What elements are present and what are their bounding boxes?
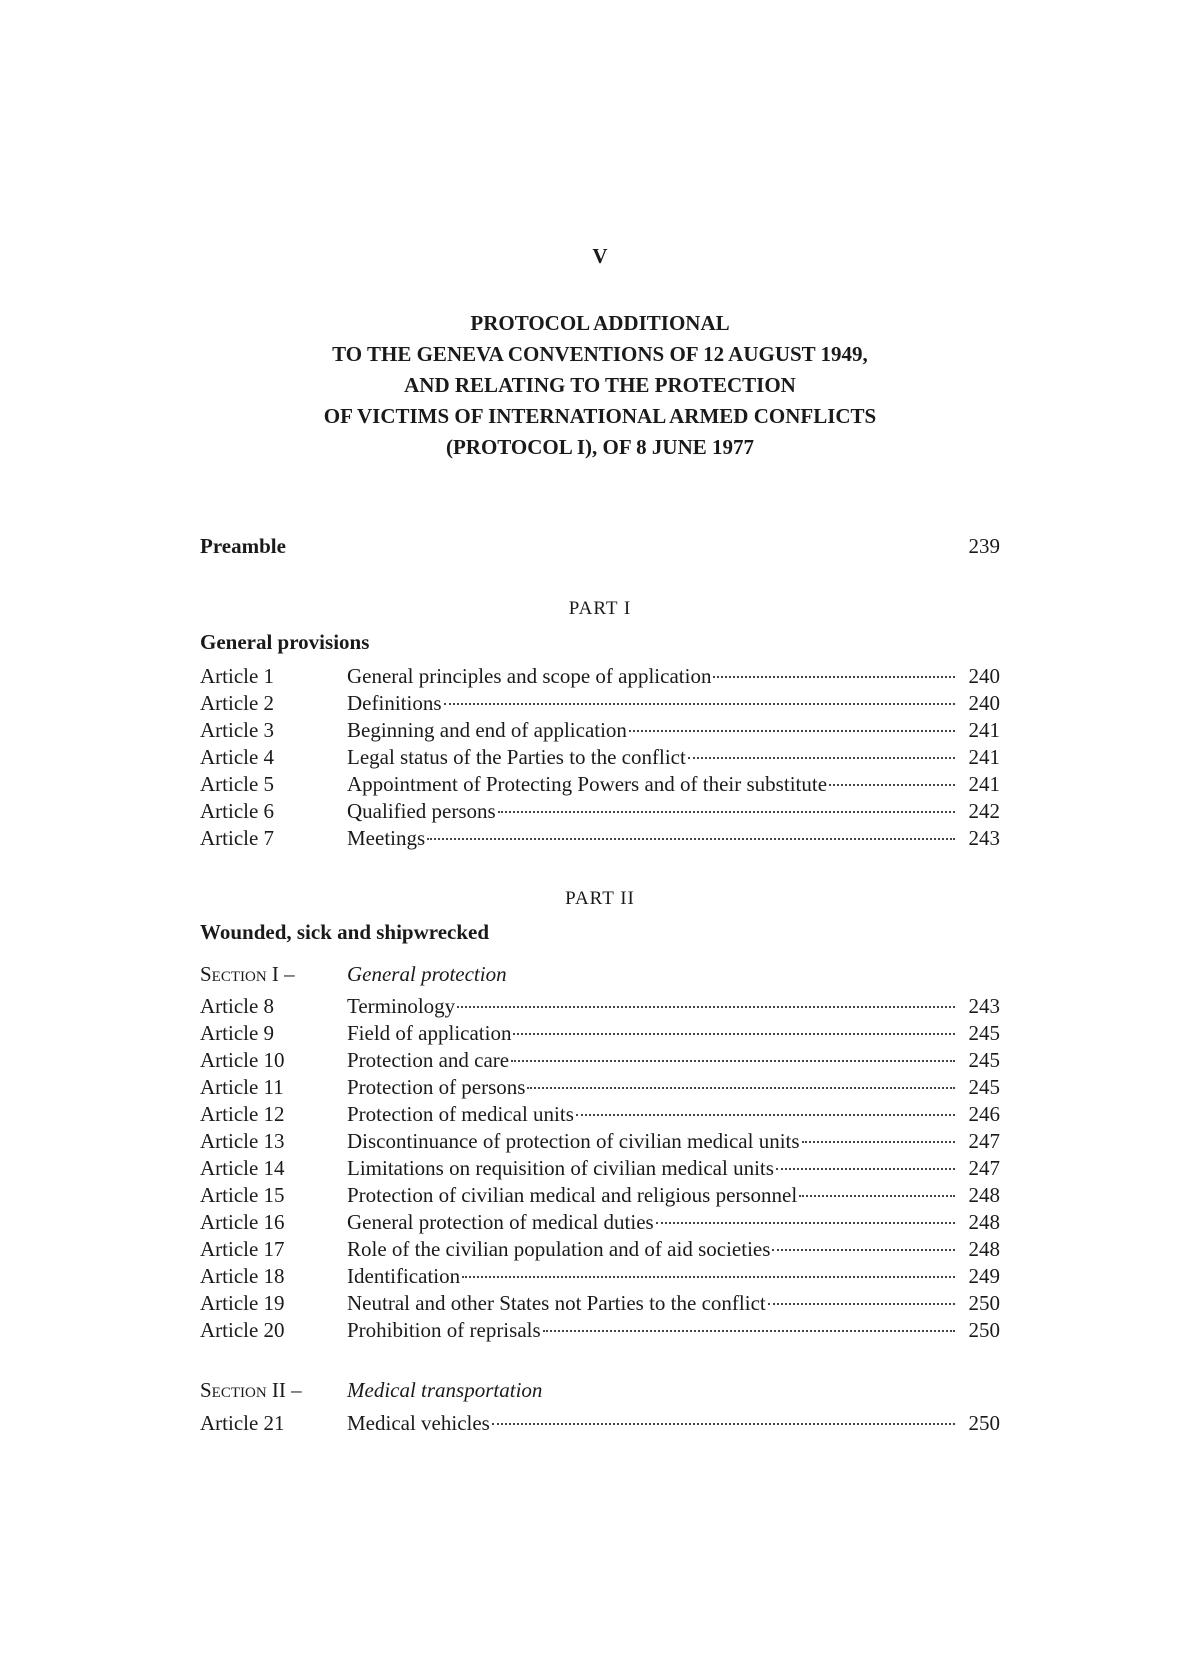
article-number: Article 9: [200, 1021, 275, 1045]
article-number: Article 11: [200, 1075, 284, 1099]
article-title: Discontinuance of protection of civilian medical units: [347, 1129, 800, 1153]
article-number: Article 12: [200, 1102, 285, 1126]
article-number: Article 20: [200, 1318, 285, 1342]
dot-leader: [656, 1222, 955, 1224]
toc-page-number: 245: [968, 1075, 1000, 1099]
article-number: Article 7: [200, 826, 275, 850]
toc-entry[interactable]: [200, 1074, 1000, 1101]
article-number: Article 16: [200, 1210, 285, 1234]
dot-leader: [427, 838, 955, 840]
toc-entry[interactable]: [200, 1101, 1000, 1128]
part-heading: PART I: [568, 598, 632, 619]
article-title: Limitations on requisition of civilian medical units: [347, 1156, 774, 1180]
toc-entry[interactable]: [200, 1182, 1000, 1209]
article-number: Article 17: [200, 1237, 285, 1261]
toc-entry[interactable]: [200, 690, 1000, 717]
toc-page-number: 240: [968, 691, 1000, 715]
toc-page-number: 245: [968, 1021, 1000, 1045]
dot-leader: [776, 1168, 955, 1170]
article-number: Article 5: [200, 772, 275, 796]
article-title: Qualified persons: [347, 799, 496, 823]
section-heading: [200, 961, 1000, 988]
toc-entry[interactable]: [200, 825, 1000, 852]
toc-page-number: 241: [968, 745, 1000, 769]
article-title: Medical vehicles: [347, 1411, 490, 1435]
toc-page-number: 241: [968, 718, 1000, 742]
toc-entry[interactable]: [200, 1317, 1000, 1344]
article-title: Appointment of Protecting Powers and of their substitute: [347, 772, 828, 796]
toc-entry[interactable]: [200, 1155, 1000, 1182]
article-number: Article 18: [200, 1264, 285, 1288]
dot-leader: [688, 757, 955, 759]
dot-leader: [462, 1276, 955, 1278]
document-title: [0, 308, 1200, 463]
article-number: Article 2: [200, 691, 275, 715]
article-title: Identification: [347, 1264, 461, 1288]
article-title: Protection of civilian medical and religious personnel: [347, 1183, 798, 1207]
section-title: Medical transportation: [347, 1378, 543, 1402]
toc-entry[interactable]: [200, 1128, 1000, 1155]
article-title: General protection of medical duties: [347, 1210, 654, 1234]
dot-leader: [772, 1249, 955, 1251]
toc-page-number: 250: [968, 1291, 1000, 1315]
part-heading: PART II: [565, 888, 635, 909]
toc-entry-label: Preamble: [200, 534, 286, 558]
part-title: Wounded, sick and shipwrecked: [200, 920, 490, 944]
toc-page-number: 245: [968, 1048, 1000, 1072]
article-number: Article 1: [200, 664, 275, 688]
title-line: PROTOCOL ADDITIONAL: [470, 311, 730, 335]
toc-entry[interactable]: [200, 1047, 1000, 1074]
toc-page-number: 243: [968, 826, 1000, 850]
article-title: Role of the civilian population and of aid societies: [347, 1237, 771, 1261]
toc-entry[interactable]: [200, 744, 1000, 771]
toc-page-number: 248: [968, 1237, 1000, 1261]
toc-page-number: 248: [968, 1183, 1000, 1207]
article-number: Article 3: [200, 718, 275, 742]
toc-page-number: 243: [968, 994, 1000, 1018]
dot-leader: [576, 1114, 955, 1116]
dot-leader: [799, 1195, 955, 1197]
toc-page-number: 246: [968, 1102, 1000, 1126]
toc-entry[interactable]: [200, 1263, 1000, 1290]
toc-page-number: 250: [968, 1411, 1000, 1435]
toc-entry[interactable]: [200, 663, 1000, 690]
toc-entry[interactable]: [200, 993, 1000, 1020]
section-number: Section I –: [200, 962, 295, 986]
toc-page-number: 241: [968, 772, 1000, 796]
dot-leader: [527, 1087, 955, 1089]
toc-entry[interactable]: [200, 798, 1000, 825]
title-line: (PROTOCOL I), OF 8 JUNE 1977: [445, 435, 755, 459]
dot-leader: [713, 676, 955, 678]
toc-entry[interactable]: [200, 717, 1000, 744]
article-title: Prohibition of reprisals: [347, 1318, 541, 1342]
article-title: Protection of persons: [347, 1075, 526, 1099]
dot-leader: [829, 784, 955, 786]
dot-leader: [513, 1033, 955, 1035]
dot-leader: [444, 703, 956, 705]
article-title: Meetings: [347, 826, 426, 850]
article-title: Neutral and other States not Parties to the conflict: [347, 1291, 766, 1315]
article-number: Article 19: [200, 1291, 285, 1315]
article-number: Article 6: [200, 799, 275, 823]
section-heading: [200, 1377, 1000, 1404]
toc-entry-preamble[interactable]: [200, 533, 1000, 560]
toc-entry[interactable]: [200, 1209, 1000, 1236]
toc-entry[interactable]: [200, 771, 1000, 798]
dot-leader: [629, 730, 955, 732]
article-title: Definitions: [347, 691, 442, 715]
dot-leader: [492, 1423, 955, 1425]
article-number: Article 14: [200, 1156, 285, 1180]
article-number: Article 15: [200, 1183, 285, 1207]
section-title: General protection: [347, 962, 507, 986]
article-title: Protection of medical units: [347, 1102, 574, 1126]
dot-leader: [457, 1006, 955, 1008]
toc-page-number: 242: [968, 799, 1000, 823]
article-number: Article 10: [200, 1048, 285, 1072]
toc-entry[interactable]: [200, 1410, 1000, 1437]
dot-leader: [511, 1060, 955, 1062]
part-title: General provisions: [200, 630, 370, 654]
toc-page-number: 240: [968, 664, 1000, 688]
title-line: AND RELATING TO THE PROTECTION: [404, 373, 796, 397]
dot-leader: [768, 1303, 955, 1305]
toc-entry[interactable]: [200, 1236, 1000, 1263]
toc-entry[interactable]: [200, 1020, 1000, 1047]
article-number: Article 13: [200, 1129, 285, 1153]
toc-page-number: 247: [968, 1156, 1000, 1180]
dot-leader: [498, 811, 955, 813]
dot-leader: [802, 1141, 955, 1143]
toc-page-number: 249: [968, 1264, 1000, 1288]
section-number: Section II –: [200, 1378, 302, 1402]
title-line: TO THE GENEVA CONVENTIONS OF 12 AUGUST 1949,: [332, 342, 868, 366]
toc-page-number: 248: [968, 1210, 1000, 1234]
article-title: Protection and care: [347, 1048, 510, 1072]
article-title: Legal status of the Parties to the conflict: [347, 745, 686, 769]
article-title: Field of application: [347, 1021, 512, 1045]
article-number: Article 4: [200, 745, 275, 769]
toc-page-number: 250: [968, 1318, 1000, 1342]
article-number: Article 8: [200, 994, 275, 1018]
toc-page-number: 247: [968, 1129, 1000, 1153]
title-line: OF VICTIMS OF INTERNATIONAL ARMED CONFLICTS: [323, 404, 877, 428]
dot-leader: [543, 1330, 955, 1332]
chapter-number: V: [592, 244, 608, 268]
article-title: Terminology: [347, 994, 456, 1018]
article-title: General principles and scope of application: [347, 664, 712, 688]
article-number: Article 21: [200, 1411, 285, 1435]
toc-page-number: 239: [968, 534, 1000, 558]
toc-entry[interactable]: [200, 1290, 1000, 1317]
article-title: Beginning and end of application: [347, 718, 627, 742]
